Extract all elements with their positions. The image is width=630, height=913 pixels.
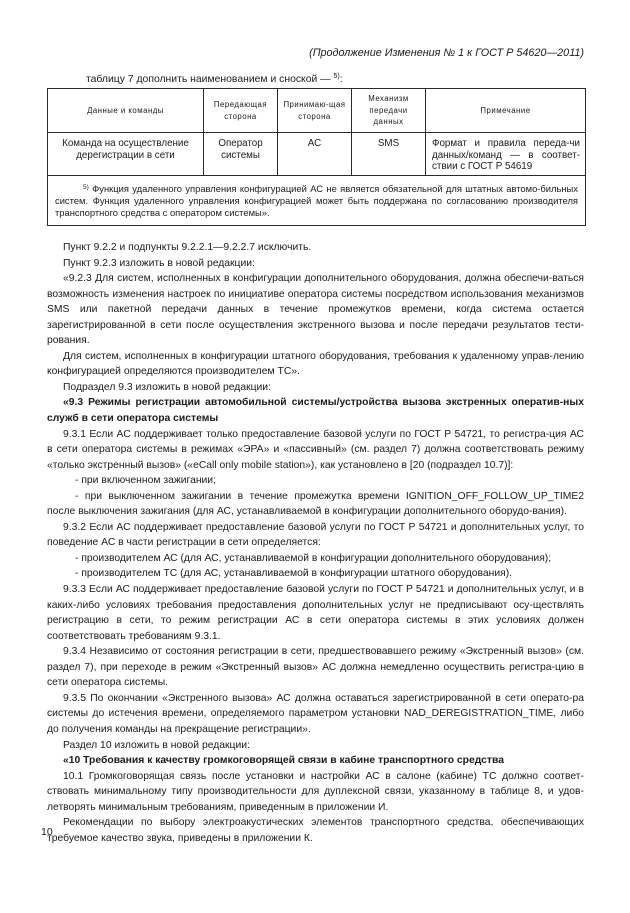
page-number: 10	[41, 826, 53, 838]
cell-note: Формат и правила переда-чи данных/команд — в соответ-ствии с ГОСТ Р 54619	[426, 133, 586, 176]
header-note: Примечание	[426, 89, 586, 133]
heading-section-10: «10 Требования к качеству громкоговорящей связи в кабине транспортного средства	[63, 755, 504, 767]
paragraph-p923: «9.2.3 Для систем, исполненных в конфигурации дополнительного оборудования, должна обеспечи-ваться возможность изменения настроек по инициативе оператора системы посредством использования механизмов SMS или пакетной передачи данных в течение промежутков времени, когда система остается зарегистрированной в сети после осуществления экстренного вызова и после передачи результатов тести-рования.	[47, 273, 584, 347]
paragraph-p101: 10.1 Громкоговорящая связь после установки и настройки АС в салоне (кабине) ТС должно соответ-ствовать минимальному типу производительности для дуплексной связи, указанному в таблице 8, и удов-летворять минимальным требованиям, приведенным в приложении И.	[47, 770, 584, 813]
paragraph-p932: 9.3.2 Если АС поддерживает предоставление базовой услуги по ГОСТ Р 54721 и дополнительных услуг, то поведение АС в части регистрации в сети определяется:	[47, 521, 584, 549]
header-sending-side: Передающая сторона	[204, 89, 278, 133]
paragraph-p933: 9.3.3 Если АС поддерживает предоставление базовой услуги по ГОСТ Р 54721 и дополнительных услуг, и в каких-либо условиях требования предоставления дополнительных услуг не предписывают осу-ществлять регистрацию в сети, то режим регистрации АС в сети оператора системы в этих условиях должен соответствовать требованиям 9.3.1.	[47, 584, 584, 642]
cell-mechanism: SMS	[352, 133, 426, 176]
cell-sender: Оператор системы	[204, 133, 278, 176]
intro-colon: :	[339, 74, 343, 85]
header-transfer-mechanism: Механизм передачи данных	[352, 89, 426, 133]
intro-text: таблицу 7 дополнить наименованием и сноской —	[86, 74, 334, 85]
body-text	[47, 240, 584, 846]
cell-receiver: АС	[278, 133, 352, 176]
paragraph-p923-intro: Пункт 9.2.3 изложить в новой редакции:	[63, 257, 255, 269]
paragraph-p931: 9.3.1 Если АС поддерживает только предоставление базовой услуги по ГОСТ Р 54721, то регистра-ция АС в сети оператора системы в режимах «ЭРА» и «пассивный» (см. раздел 7) должна соответствовать режиму «только экстренный вызов» («eCall only mobile station»), как установлено в [20 (подраздел 10.7)]:	[47, 428, 584, 471]
table-header-row	[48, 89, 586, 133]
heading-section-9-3: «9.3 Режимы регистрации автомобильной системы/устройства вызова экстренных оператив-ных служб в сети оператора системы	[47, 397, 584, 425]
list-item-ignition-on: - при включенном зажигании;	[75, 475, 216, 487]
header-receiving-side: Принимаю-щая сторона	[278, 89, 352, 133]
table-7	[47, 88, 585, 226]
paragraph-p935: 9.3.5 По окончании «Экстренного вызова» АС должна оставаться зарегистрированной в сети операто-ра системы до истечения времени, определяемого параметром установки NAD_DEREGISTRATION_TIME, либо до получения команды на прекращение регистрации».	[47, 692, 584, 735]
list-item-vehicle-manufacturer: - производителем ТС (для АС, устанавливаемой в конфигурации штатного оборудования).	[75, 568, 513, 580]
paragraph-s93-intro: Подраздел 9.3 изложить в новой редакции:	[63, 381, 271, 393]
intro-line	[86, 73, 343, 86]
cell-command: Команда на осуществление дерегистрации в сети	[48, 133, 204, 176]
running-header: (Продолжение Изменения № 1 к ГОСТ Р 54620—2011)	[309, 47, 584, 59]
paragraph-s10-intro: Раздел 10 изложить в новой редакции:	[63, 739, 250, 751]
paragraph-recommendations: Рекомендации по выбору электроакустических элементов транспортного средства, обеспечивающих требуемое качество звука, приведены в приложении К.	[47, 817, 584, 844]
paragraph-p934: 9.3.4 Независимо от состояния регистрации в сети, предшествовавшего режиму «Экстренный вызов» (см. раздел 7), при переходе в режим «Экстренный вызов» АС должна немедленно осуществить регистра-цию в сети оператора системы.	[47, 646, 584, 689]
list-item-ignition-off: - при выключенном зажигании в течение промежутка времени IGNITION_OFF_FOLLOW_UP_TIME2 после выключения зажигания (для АС, устанавливаемой в конфигурации дополнительного оборудо-вания).	[47, 490, 584, 518]
table-footnote: 5) Функция удаленного управления конфигурацией АС не является обязательной для штатных автомо-бильных систем. Функция удаленного управления конфигурацией может быть поддержана по согласованию производителя транспортного средства с оператором системы».	[48, 176, 586, 226]
table-footnote-row	[48, 176, 586, 226]
footnote-reference: 5)	[333, 73, 340, 80]
footnote-text: Функция удаленного управления конфигурацией АС не является обязательной для штатных автомо-бильных систем. Функция удаленного управления конфигурацией может быть поддержана по согласованию производителя транспортного средства с оператором системы».	[55, 183, 578, 218]
header-data-commands: Данные и команды	[48, 89, 204, 133]
paragraph-p922: Пункт 9.2.2 и подпункты 9.2.2.1—9.2.2.7 исключить.	[63, 242, 312, 253]
paragraph-p923-standard: Для систем, исполненных в конфигурации штатного оборудования, требования к удаленному управ-лению конфигурацией определяются производителем ТС».	[47, 350, 584, 378]
list-item-as-manufacturer: - производителем АС (для АС, устанавливаемой в конфигурации дополнительного оборудования);	[75, 552, 552, 564]
table-row	[48, 133, 586, 176]
